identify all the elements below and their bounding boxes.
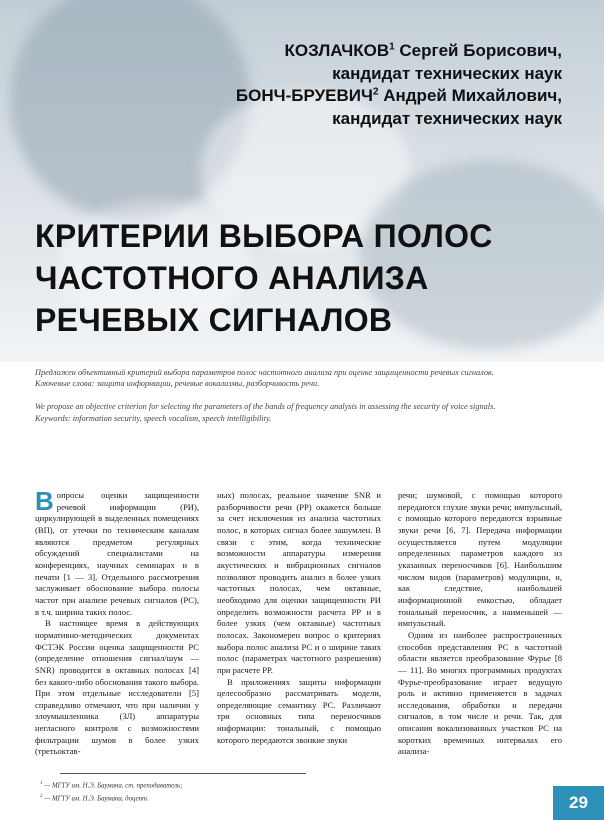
author-2-degree: кандидат технических наук: [332, 108, 562, 128]
author-block: [236, 40, 562, 130]
drop-cap: В: [35, 486, 54, 516]
body-column-3: [398, 490, 562, 758]
keywords-en: Keywords: information security, speech vocalism, speech intelligibility.: [35, 413, 272, 423]
body-column-1: [35, 486, 199, 758]
body-paragraph: В настоящее время в действующих нормативно-методических документах ФСТЭК России оценка защищенности РС (определение отношения сигнал/шум — SNR) проводится в октавных полосах [4] без какого-либо обоснования такого выбора. При этом отдельные исследователи [5] справедливо отмечают, что при наличии у злоумышленника (ЗЛ) аппаратуры негласного контроля с возможностями фильтрации шумов в более узких (третьоктав-: [35, 618, 199, 757]
body-paragraph: [35, 486, 199, 618]
author-1-name-line: [236, 40, 562, 63]
body-paragraph: В приложениях защиты информации целесообразно рассматривать модели, определяющие семантику РС. Различают три основных типа переносчиков информации: тональный, с помощью которого передаются звонкие звуки: [217, 676, 381, 745]
author-2-given-names: Андрей Михайлович,: [378, 86, 562, 105]
article-body: [35, 486, 565, 802]
footnote-divider: [60, 773, 306, 774]
author-2-surname: БОНЧ-БРУЕВИЧ: [235, 86, 373, 105]
footnote-text: — МГТУ им. Н.Э. Баумана, доцент.: [42, 795, 149, 803]
title-line: ЧАСТОТНОГО АНАЛИЗА: [35, 260, 429, 296]
keywords-ru: Ключевые слова: защита информации, речевые вокализмы, разборчивость речи.: [35, 379, 320, 389]
page-number: [553, 786, 604, 820]
body-paragraph: Одним из наиболее распространенных способов представления РС в частотной области является преобразование Фурье [8 — 11]. Во многих программных продуктах Фурье-преобразование играет ведущую роль и активно применяется в задачах исследования, обработки и передачи сигналов, в том числе и речи. Так, для описания вокализованных участков РС на коротких временных интервалах его анализа-: [398, 629, 562, 757]
author-1-surname: КОЗЛАЧКОВ: [284, 41, 390, 60]
body-paragraph-text: опросы оценки защищенности речевой информации (РИ), циркулирующей в выделенных помещениях (ВП), от утечки по техническим каналам являются предметом регулярных обсуждений специалистами на конференциях, научных семинарах и в печати [1 — 3]. Отдельного рассмотрения заслуживает обоснование выбора полосы частот при анализе речевых сигналов (РС), в т.ч. ширина таких полос.: [35, 490, 199, 617]
footnote: [40, 779, 340, 792]
body-paragraph: ных) полосах, реальное значение SNR и разборчивости речи (РР) окажется больше за счет исключения из анализа частотных полос, в которых сигнал более зашумлен. В связи с этим, когда технические возможности аппаратуры измерения акустических и вибрационных сигналов позволяют проводить анализ в более узких частотных полосах, чем октавные, необходимо для оценки защищенности РИ определить возможности расчета РР и в более узких (чем октавные) частотных полосах. Закономерен вопрос о критериях выбора полос анализа РС и о ширине таких полос (параметрах частотного разрешения) при расчете РР.: [217, 490, 381, 675]
abstract-ru: Предложен объективный критерий выбора параметров полос частотного анализа при оценке защищенности речевых сигналов.: [35, 368, 494, 377]
footnote-text: — МГТУ им. Н.Э. Баумана, ст. преподаватель;: [42, 782, 183, 790]
footnotes: [40, 779, 340, 805]
article-title: [35, 215, 493, 341]
page-number-text: 29: [569, 793, 588, 812]
author-2-name-line: [236, 85, 562, 108]
header-banner: [0, 0, 604, 362]
author-2-footnote-mark: 2: [372, 86, 379, 98]
author-1-footnote-mark: 1: [389, 41, 395, 53]
footnote-mark: 1: [40, 781, 43, 786]
footnote: [40, 792, 340, 805]
body-column-2: [217, 490, 381, 746]
abstract-block: [35, 367, 575, 424]
abstract-en: We propose an objective criterion for selecting the parameters of the bands of frequency analysis in assessing the security of voice signals.: [35, 402, 496, 412]
title-line: РЕЧЕВЫХ СИГНАЛОВ: [35, 302, 393, 338]
author-1-degree: кандидат технических наук: [332, 63, 562, 83]
body-paragraph: речи; шумовой, с помощью которого передаются глухие звуки речи; импульсный, с помощью которого передаются взрывные звуки речи [6, 7]. Передача информации осуществляется путем модуляции определенных параметров каждого из указанных переносчиков [6]. Наибольшим числом видов (параметров) модуляции, и, как следствие, наибольшей информационной емкостью, обладает тональный переносчик, а наименьшей — импульсный.: [398, 490, 562, 629]
title-line: КРИТЕРИИ ВЫБОРА ПОЛОС: [35, 218, 493, 254]
author-1-given-names: Сергей Борисович,: [394, 41, 562, 60]
footnote-mark: 2: [40, 793, 43, 799]
